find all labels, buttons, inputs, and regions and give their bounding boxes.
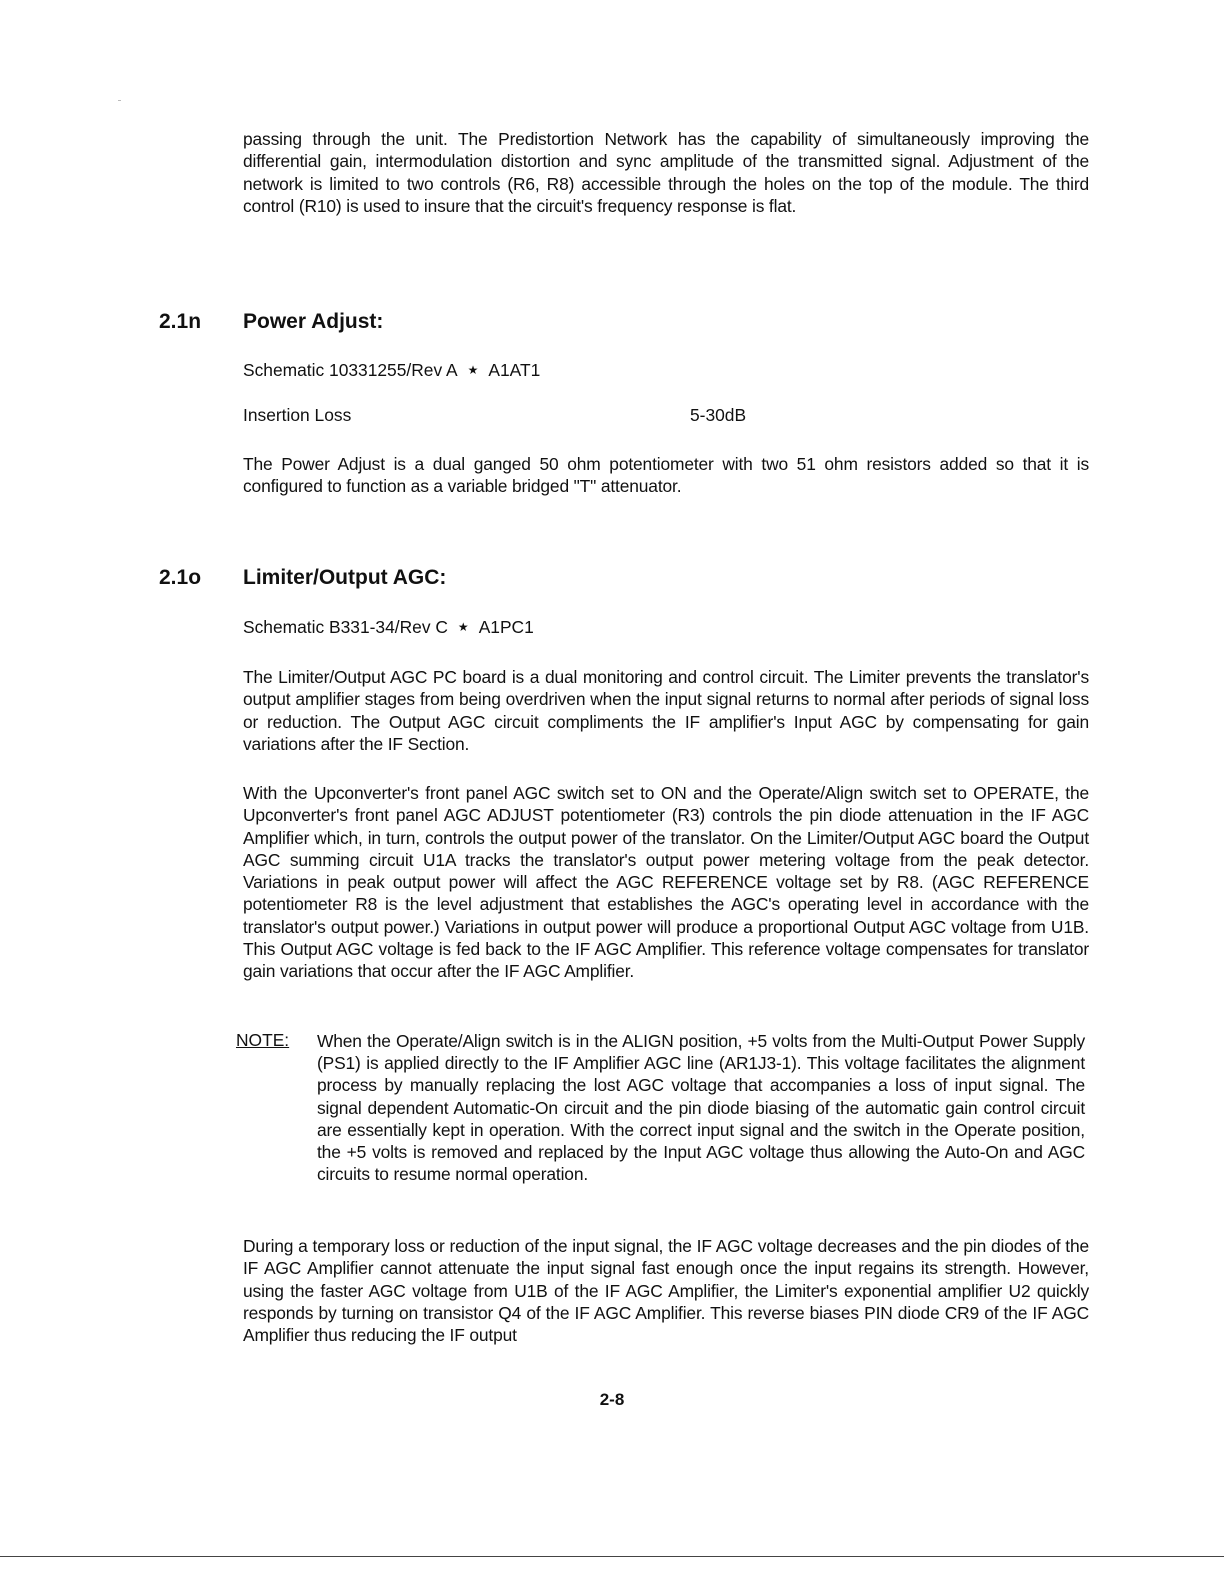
note-body: When the Operate/Align switch is in the ALIGN position, +5 volts from the Multi-Output Power Supply (PS1) is applied directly to the IF Amplifier AGC line (AR1J3-1). This voltage facilitates the alignment process by manually replacing the lost AGC voltage that accompanies a loss of input signal. The signal dependent Automatic-On circuit and the pin diode biasing of the automatic gain control circuit are essentially kept in operation. With the correct input signal and the switch in the Operate position, the +5 volts is removed and replaced by the Input AGC voltage thus allowing the Auto-On and AGC circuits to resume normal operation. bbox=[317, 1031, 1085, 1185]
section-title-limiter-output-agc: Limiter/Output AGC: bbox=[243, 566, 447, 589]
star-icon: ★ bbox=[457, 620, 469, 634]
schematic-number: Schematic B331-34/Rev C bbox=[243, 617, 448, 637]
spec-value: 5-30dB bbox=[690, 405, 747, 425]
section-number-2-1n: 2.1n bbox=[159, 310, 202, 333]
section-number-2-1o: 2.1o bbox=[159, 566, 202, 589]
scan-speck bbox=[118, 100, 121, 101]
schematic-part: A1AT1 bbox=[488, 360, 541, 380]
schematic-part: A1PC1 bbox=[478, 617, 534, 637]
schematic-reference-limiter bbox=[243, 617, 534, 638]
schematic-reference-power-adjust bbox=[243, 360, 540, 381]
limiter-paragraph-2: With the Upconverter's front panel AGC switch set to ON and the Operate/Align switch set to OPERATE, the Upconverter's front panel AGC ADJUST potentiometer (R3) controls the pin diode attenuation in the IF AGC Amplifier which, in turn, controls the output power of the translator. On the Limiter/Output AGC board the Output AGC summing circuit U1A tracks the translator's output power metering voltage from the peak detector. Variations in peak output power will affect the AGC REFERENCE voltage set by R8. (AGC REFERENCE potentiometer R8 is the level adjustment that establishes the AGC's operating level in accordance with the translator's output power.) Variations in output power will produce a proportional Output AGC voltage from U1B. This Output AGC voltage is fed back to the IF AGC Amplifier. This reference voltage compensates for translator gain variations that occur after the IF AGC Amplifier. bbox=[243, 783, 1089, 982]
intro-paragraph: passing through the unit. The Predistortion Network has the capability of simultaneously improving the differential gain, intermodulation distortion and sync amplitude of the transmitted signal. Adjustment of the network is limited to two controls (R6, R8) accessible through the holes on the top of the module. The third control (R10) is used to insure that the circuit's frequency response is flat. bbox=[243, 129, 1089, 216]
note-label: NOTE: bbox=[236, 1030, 290, 1050]
power-adjust-description: The Power Adjust is a dual ganged 50 ohm potentiometer with two 51 ohm resistors added so that it is configured to function as a variable bridged "T" attenuator. bbox=[243, 454, 1089, 497]
limiter-paragraph-3: During a temporary loss or reduction of the input signal, the IF AGC voltage decreases and the pin diodes of the IF AGC Amplifier cannot attenuate the input signal fast enough once the input regains its strength. However, using the faster AGC voltage from U1B of the IF AGC Amplifier, the Limiter's exponential amplifier U2 quickly responds by turning on transistor Q4 of the IF AGC Amplifier. This reverse biases PIN diode CR9 of the IF AGC Amplifier thus reducing the IF output bbox=[243, 1236, 1089, 1346]
star-icon: ★ bbox=[467, 363, 479, 377]
page-number: 2-8 bbox=[599, 1390, 625, 1409]
section-title-power-adjust: Power Adjust: bbox=[243, 310, 384, 333]
schematic-number: Schematic 10331255/Rev A bbox=[243, 360, 458, 380]
limiter-paragraph-1: The Limiter/Output AGC PC board is a dual monitoring and control circuit. The Limiter prevents the translator's output amplifier stages from being overdriven when the input signal returns to normal after periods of signal loss or reduction. The Output AGC circuit compliments the IF amplifier's Input AGC by compensating for gain variations after the IF Section. bbox=[243, 667, 1089, 754]
spec-label: Insertion Loss bbox=[243, 405, 352, 425]
bottom-rule bbox=[0, 1556, 1224, 1557]
